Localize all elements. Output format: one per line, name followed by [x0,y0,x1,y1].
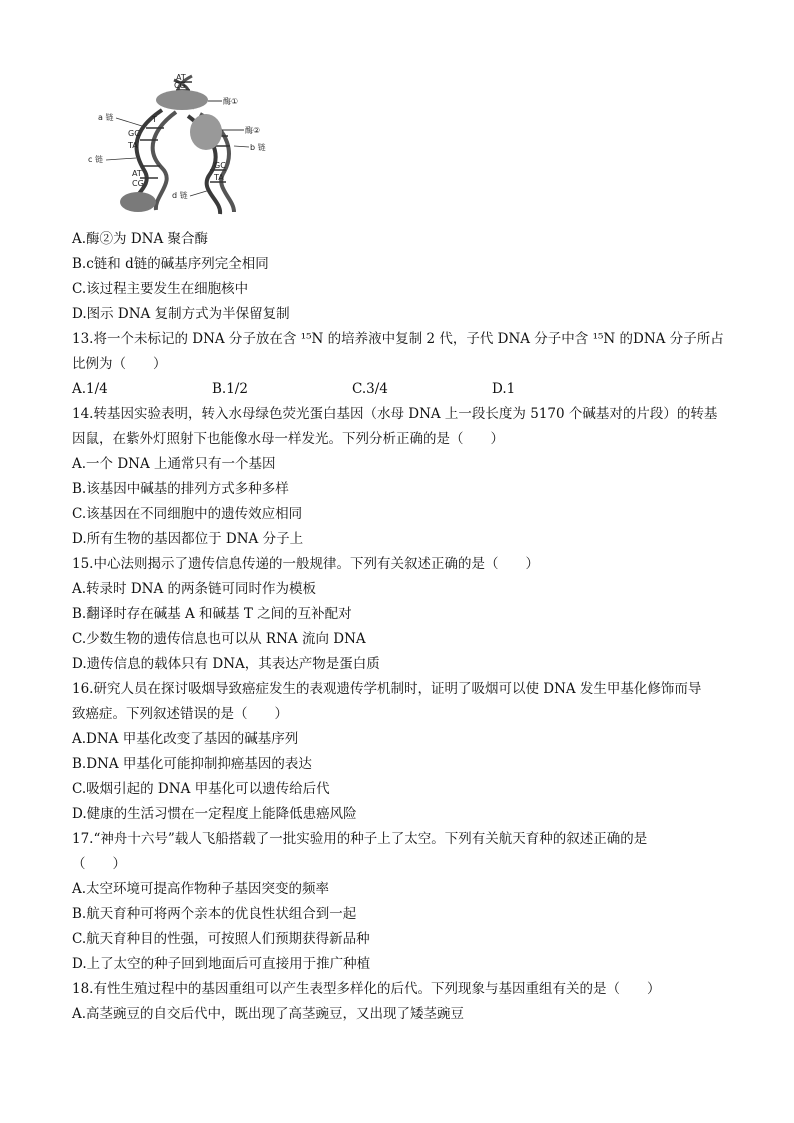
q15-option-a: A.转录时 DNA 的两条链可同时作为模板 [72,581,317,597]
q17-stem-line2: （ ） [72,856,126,872]
q14-option-a: A.一个 DNA 上通常只有一个基因 [72,456,276,472]
q17-option-c: C.航天育种目的性强，可按照人们预期获得新品种 [72,931,370,947]
q12-option-c: C.该过程主要发生在细胞核中 [72,281,249,297]
q13-option-a: A.1/4 [72,381,108,397]
q15-option-d: D.遗传信息的载体只有 DNA，其表达产物是蛋白质 [72,656,380,672]
chain-a-label: a 链 [98,113,114,122]
q17-option-b: B.航天育种可将两个亲本的优良性状组合到一起 [72,906,357,922]
dna-replication-diagram [84,70,314,220]
dna-replication-figure [84,70,314,220]
q15-option-c: C.少数生物的遗传信息也可以从 RNA 流向 DNA [72,631,366,647]
q17-option-a: A.太空环境可提高作物种子基因突变的频率 [72,881,330,897]
pair-at-bottom: AT [132,169,142,178]
q16-option-b: B.DNA 甲基化可能抑制抑癌基因的表达 [72,756,312,772]
pair-gc-left: GC [128,129,140,138]
q14-option-c: C.该基因在不同细胞中的遗传效应相同 [72,506,303,522]
q13-stem-line1: 13.将一个未标记的 DNA 分子放在含 ¹⁵N 的培养液中复制 2 代，子代 DNA 分子中含 ¹⁵N 的DNA 分子所占 [72,331,724,347]
q13-stem-line2: 比例为（ ） [72,356,167,372]
enzyme2-label: 酶② [245,126,261,135]
q14-stem-line2: 因鼠，在紫外灯照射下也能像水母一样发光。下列分析正确的是（ ） [72,431,504,447]
q16-stem-line1: 16.研究人员在探讨吸烟导致癌症发生的表观遗传学机制时，证明了吸烟可以使 DNA 发生甲基化修饰而导 [72,681,702,697]
enzyme1-label: 酶① [223,97,239,106]
q13-option-b: B.1/2 [212,381,248,397]
q17-option-d: D.上了太空的种子回到地面后可直接用于推广种植 [72,956,371,972]
q13-option-c: C.3/4 [352,381,388,397]
chain-c-pointer [106,158,136,160]
q15-stem: 15.中心法则揭示了遗传信息传递的一般规律。下列有关叙述正确的是（ ） [72,556,539,572]
q14-stem-line1: 14.转基因实验表明，转入水母绿色荧光蛋白基因（水母 DNA 上一段长度为 5170 个碱基对的片段）的转基 [72,406,718,422]
q16-stem-line2: 致癌症。下列叙述错误的是（ ） [72,706,288,722]
q12-option-d: D.图示 DNA 复制方式为半保留复制 [72,306,290,322]
q14-option-d: D.所有生物的基因都位于 DNA 分子上 [72,531,304,547]
enzyme2-shape [190,114,222,150]
chain-d-pointer [190,190,210,196]
q17-stem-line1: 17.“神舟十六号”载人飞船搭载了一批实验用的种子上了太空。下列有关航天育种的叙述正确的是 [72,831,648,847]
q13-options [72,380,722,398]
q14-option-b: B.该基因中碱基的排列方式多种多样 [72,481,289,497]
q15-option-b: B.翻译时存在碱基 A 和碱基 T 之间的互补配对 [72,606,352,622]
enzyme1-shape [156,90,208,110]
q18-stem: 18.有性生殖过程中的基因重组可以产生表型多样化的后代。下列现象与基因重组有关的是（ ） [72,981,661,997]
q12-option-a: A.酶②为 DNA 聚合酶 [72,231,209,247]
pair-gc-right: GC [214,161,226,170]
pair-cg-bottom: CG [132,179,144,188]
q16-option-a: A.DNA 甲基化改变了基因的碱基序列 [72,731,299,747]
chain-a-pointer [116,118,142,126]
q12-option-b: B.c链和 d链的碱基序列完全相同 [72,256,269,272]
chain-d-label: d 链 [172,191,188,200]
q16-option-d: D.健康的生活习惯在一定程度上能降低患癌风险 [72,806,357,822]
chain-b-pointer [234,146,249,147]
pair-ta-left: TA [128,141,138,150]
q13-option-d: D.1 [492,381,516,397]
base-t: T [152,115,157,124]
pair-at-top: AT [176,73,186,82]
chain-c-label: c 链 [88,155,103,164]
pair-cg-top: CG [174,81,186,90]
q18-option-a: A.高茎豌豆的自交后代中，既出现了高茎豌豆，又出现了矮茎豌豆 [72,1006,465,1022]
chain-b-label: b 链 [250,143,266,152]
q16-option-c: C.吸烟引起的 DNA 甲基化可以遗传给后代 [72,781,330,797]
pair-ta-right: TA [214,173,224,182]
bottom-enzyme-shape [120,192,156,212]
